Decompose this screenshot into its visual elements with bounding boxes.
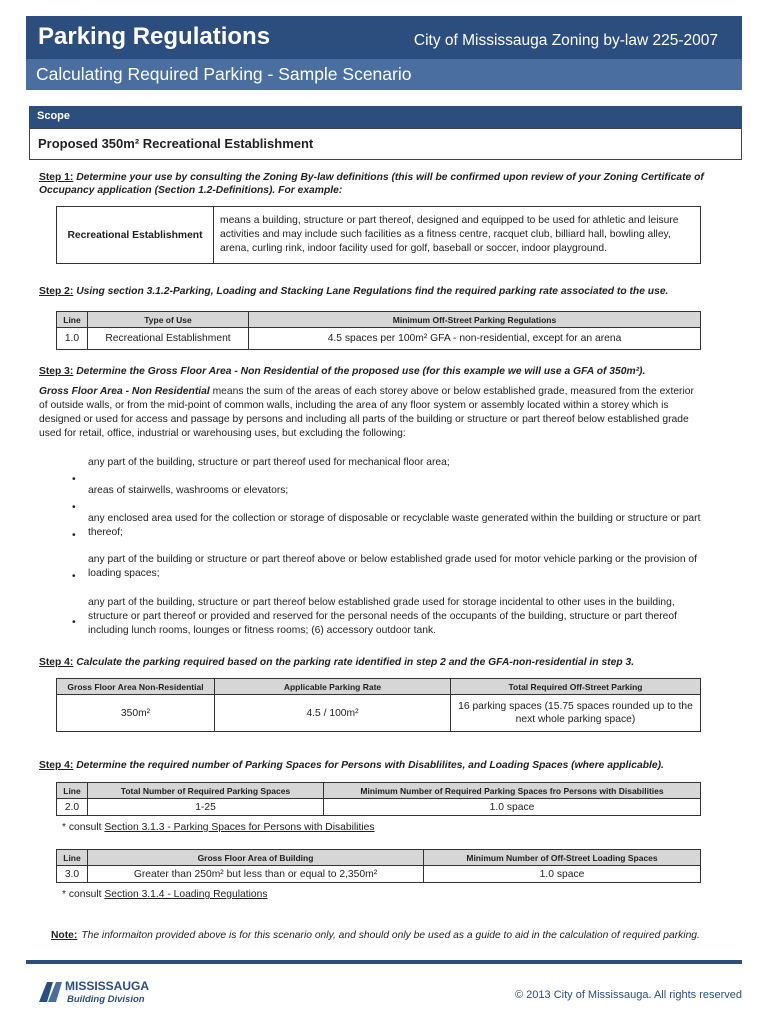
logo-name: MISSISSAUGA	[65, 979, 150, 993]
consult-prefix: * consult	[62, 889, 105, 900]
definition-text: means a building, structure or part thereof, designed and equipped to be used for athletic and leisure activities and may include such facilities as a fitness centre, racquet club, billiard hall, bowling alley, arena, curling rink, indoor facility used for golf, baseball or soccer, indoor playground.	[214, 207, 701, 264]
table-cell: 1.0 space	[424, 866, 701, 883]
bullet-icon: •	[72, 617, 76, 628]
bylaw-reference: City of Mississauga Zoning by-law 225-2007	[413, 32, 718, 49]
column-header: Gross Floor Area Non-Residential	[57, 679, 215, 695]
calculation-table	[56, 678, 701, 732]
table-row	[57, 207, 701, 264]
consult-note-1	[62, 822, 375, 833]
list-item: any part of the building, structure or part thereof used for mechanical floor area;	[88, 457, 450, 468]
step2-label: Step 2:	[39, 286, 74, 297]
step4b-text: Determine the required number of Parking Spaces for Persons with Disablilites, and Loading Spaces (where applicable).	[76, 760, 664, 771]
header-bar	[26, 16, 742, 59]
gfa-term: Gross Floor Area - Non Residential	[39, 386, 210, 397]
disclaimer-note	[51, 930, 700, 941]
table-cell: Recreational Establishment	[88, 328, 249, 350]
table-header-row	[57, 850, 701, 866]
scope-value: Proposed 350m² Recreational Establishment	[38, 136, 314, 151]
city-logo-icon	[37, 978, 162, 1006]
bullet-icon: •	[72, 530, 76, 541]
step3-text: Determine the Gross Floor Area - Non Residential of the proposed use (for this example we will use a GFA of 350m²).	[76, 366, 646, 377]
consult-prefix: * consult	[62, 822, 105, 833]
scope-box	[29, 128, 742, 160]
accessible-parking-table	[56, 782, 701, 816]
table-cell: 4.5 / 100m²	[215, 695, 451, 732]
footer-rule	[26, 960, 742, 964]
step3-instruction	[39, 365, 744, 378]
subheader-bar	[26, 59, 742, 90]
loading-spaces-table	[56, 849, 701, 883]
bullet-icon: •	[72, 571, 76, 582]
list-item: any part of the building or structure or part thereof above or below established grade used for motor vehicle parking or the provision of loading spaces;	[88, 554, 698, 579]
table-header-row	[57, 783, 701, 799]
table-row	[57, 799, 701, 816]
logo-subtitle: Building Division	[67, 994, 145, 1005]
step4b-label: Step 4:	[39, 760, 74, 771]
table-cell: 2.0	[57, 799, 88, 816]
section-3-1-3-link[interactable]: Section 3.1.3 - Parking Spaces for Persons with Disabilities	[104, 822, 375, 833]
page-subtitle: Calculating Required Parking - Sample Scenario	[36, 64, 412, 84]
column-header: Gross Floor Area of Building	[88, 850, 424, 866]
column-header: Total Required Off-Street Parking	[451, 679, 701, 695]
bullet-icon: •	[72, 502, 76, 513]
parking-rate-table	[56, 311, 701, 350]
step1-label: Step 1:	[39, 172, 74, 183]
column-header: Type of Use	[88, 312, 249, 328]
table-cell: 3.0	[57, 866, 88, 883]
definition-table	[56, 206, 701, 264]
note-text: The informaiton provided above is for this scenario only, and should only be used as a guide to aid in the calculation of required parking.	[81, 930, 700, 941]
table-row	[57, 695, 701, 732]
step2-instruction	[39, 285, 744, 298]
table-cell: 350m²	[57, 695, 215, 732]
column-header: Line	[57, 312, 88, 328]
consult-note-2	[62, 889, 268, 900]
note-label: Note:	[51, 930, 78, 941]
table-cell: 4.5 spaces per 100m² GFA - non-residential, except for an arena	[249, 328, 701, 350]
step4a-label: Step 4:	[39, 657, 74, 668]
step2-text: Using section 3.1.2-Parking, Loading and Stacking Lane Regulations find the required parking rate associated to the use.	[76, 286, 669, 297]
column-header: Minimum Number of Required Parking Spaces fro Persons with Disabilities	[324, 783, 701, 799]
step3-label: Step 3:	[39, 366, 74, 377]
step4-spaces-instruction	[39, 759, 744, 772]
definition-term: Recreational Establishment	[57, 207, 214, 264]
column-header: Applicable Parking Rate	[215, 679, 451, 695]
column-header: Line	[57, 783, 88, 799]
step1-instruction	[39, 171, 744, 197]
column-header: Minimum Number of Off-Street Loading Spaces	[424, 850, 701, 866]
page-title: Parking Regulations	[38, 23, 271, 50]
column-header: Total Number of Required Parking Spaces	[88, 783, 324, 799]
list-item: any enclosed area used for the collection or storage of disposable or recyclable waste generated within the building or structure or part thereof;	[88, 513, 701, 538]
table-row	[57, 328, 701, 350]
step4-calculation-instruction	[39, 656, 744, 669]
table-cell: 1.0	[57, 328, 88, 350]
table-cell: 1.0 space	[324, 799, 701, 816]
table-header-row	[57, 679, 701, 695]
mississauga-logo	[37, 978, 162, 1011]
bullet-icon: •	[72, 474, 76, 485]
column-header: Line	[57, 850, 88, 866]
gfa-definition-text: means the sum of the areas of each storey above or below established grade, measured from the exterior of outside walls, or from the mid-point of common walls, including the area of any floor system or assembly located within a storey which is designed or used for access and passage by persons and including all parts of the building or structure or part thereof below established grade used for retail, office, industrial or warehousing uses, but excluding the following:	[39, 386, 694, 439]
section-3-1-4-link[interactable]: Section 3.1.4 - Loading Regulations	[104, 889, 268, 900]
scope-bar	[29, 106, 742, 128]
table-header-row	[57, 312, 701, 328]
column-header: Minimum Off-Street Parking Regulations	[249, 312, 701, 328]
copyright: © 2013 City of Mississauga. All rights reserved	[515, 989, 742, 1001]
step1-text: Determine your use by consulting the Zoning By-law definitions (this will be confirmed upon review of your Zoning Certificate of Occupancy application (Section 1.2-Definitions). For example:	[39, 172, 704, 196]
table-cell: 1-25	[88, 799, 324, 816]
list-item: areas of stairwells, washrooms or elevators;	[88, 485, 289, 496]
scope-label: Scope	[37, 110, 71, 122]
list-item: any part of the building, structure or part thereof below established grade used for storage incidental to other uses in the building, structure or part thereof or provided and reserved for the personal needs of the occupants of the building, structure or part thereof including lunch rooms, lounges or fitness rooms; (6) accessory outdoor tank.	[88, 597, 677, 636]
step4a-text: Calculate the parking required based on the parking rate identified in step 2 and the GFA-non-residential in step 3.	[76, 657, 635, 668]
table-cell: Greater than 250m² but less than or equal to 2,350m²	[88, 866, 424, 883]
gfa-definition	[39, 385, 701, 441]
table-cell: 16 parking spaces (15.75 spaces rounded up to the next whole parking space)	[451, 695, 701, 732]
table-row	[57, 866, 701, 883]
